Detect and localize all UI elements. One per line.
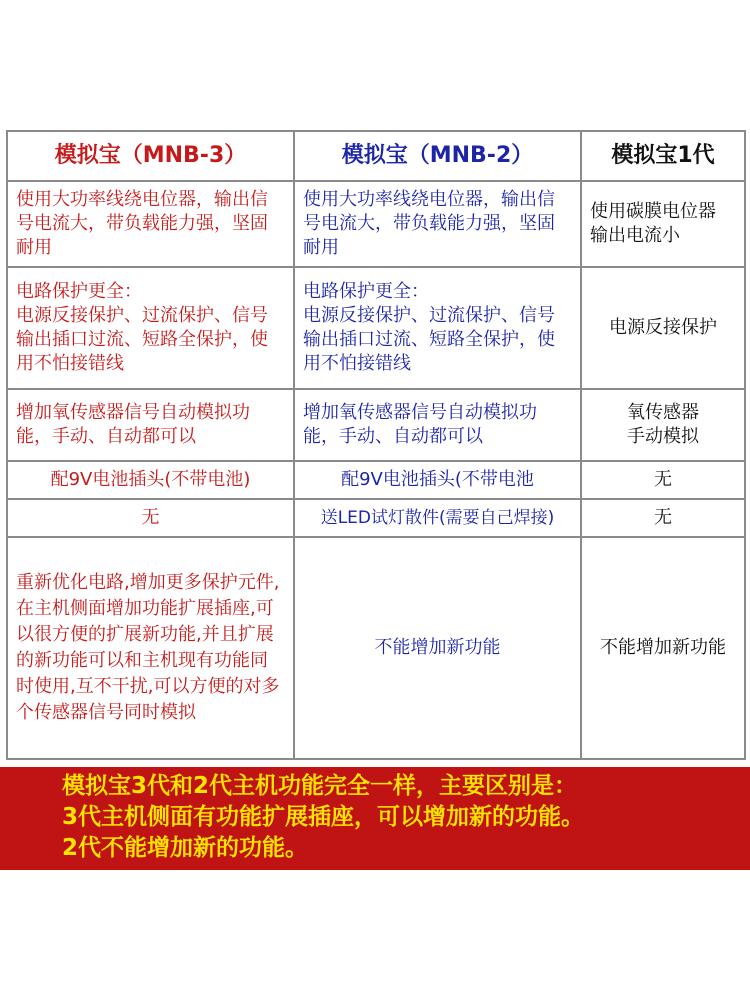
cell-mnb2-battery: 配9V电池插头(不带电池	[294, 461, 581, 499]
cell-mnb3-protection: 电路保护更全： 电源反接保护、过流保护、信号输出插口过流、短路全保护，使用不怕接错线	[7, 267, 294, 389]
cell-mnb2-led: 送LED试灯散件(需要自己焊接)	[294, 499, 581, 537]
table-row	[7, 389, 745, 461]
cell-mnb3-expansion: 重新优化电路,增加更多保护元件,在主机侧面增加功能扩展插座,可以很方便的扩展新功能,并且扩展的新功能可以和主机现有功能同时使用,互不干扰,可以方便的对多个传感器信号同时模拟	[7, 537, 294, 759]
cell-mnb3-oxygen-sensor: 增加氧传感器信号自动模拟功能，手动、自动都可以	[7, 389, 294, 461]
summary-banner	[0, 767, 750, 870]
table-row	[7, 499, 745, 537]
comparison-table	[6, 130, 746, 760]
cell-mnb2-expansion: 不能增加新功能	[294, 537, 581, 759]
cell-gen1-oxygen-sensor: 氧传感器 手动模拟	[581, 389, 745, 461]
cell-gen1-battery: 无	[581, 461, 745, 499]
header-mnb2: 模拟宝（MNB-2）	[294, 131, 581, 181]
header-gen1: 模拟宝1代	[581, 131, 745, 181]
banner-line: 模拟宝3代和2代主机功能完全一样，主要区别是：	[62, 773, 578, 799]
banner-line: 2代不能增加新的功能。	[62, 835, 309, 861]
cell-mnb3-battery: 配9V电池插头(不带电池)	[7, 461, 294, 499]
cell-mnb3-potentiometer: 使用大功率线绕电位器，输出信号电流大，带负载能力强，坚固耐用	[7, 181, 294, 267]
cell-gen1-potentiometer: 使用碳膜电位器 输出电流小	[581, 181, 745, 267]
cell-gen1-expansion: 不能增加新功能	[581, 537, 745, 759]
table-row	[7, 461, 745, 499]
cell-mnb2-protection: 电路保护更全： 电源反接保护、过流保护、信号输出插口过流、短路全保护，使用不怕接错线	[294, 267, 581, 389]
cell-mnb3-led: 无	[7, 499, 294, 537]
cell-mnb2-oxygen-sensor: 增加氧传感器信号自动模拟功能，手动、自动都可以	[294, 389, 581, 461]
table-row	[7, 181, 745, 267]
banner-line: 3代主机侧面有功能扩展插座，可以增加新的功能。	[62, 804, 585, 830]
cell-mnb2-potentiometer: 使用大功率线绕电位器，输出信号电流大，带负载能力强，坚固耐用	[294, 181, 581, 267]
cell-gen1-led: 无	[581, 499, 745, 537]
cell-gen1-protection: 电源反接保护	[581, 267, 745, 389]
header-mnb3: 模拟宝（MNB-3）	[7, 131, 294, 181]
table-row	[7, 537, 745, 759]
header-row	[7, 131, 745, 181]
table-row	[7, 267, 745, 389]
